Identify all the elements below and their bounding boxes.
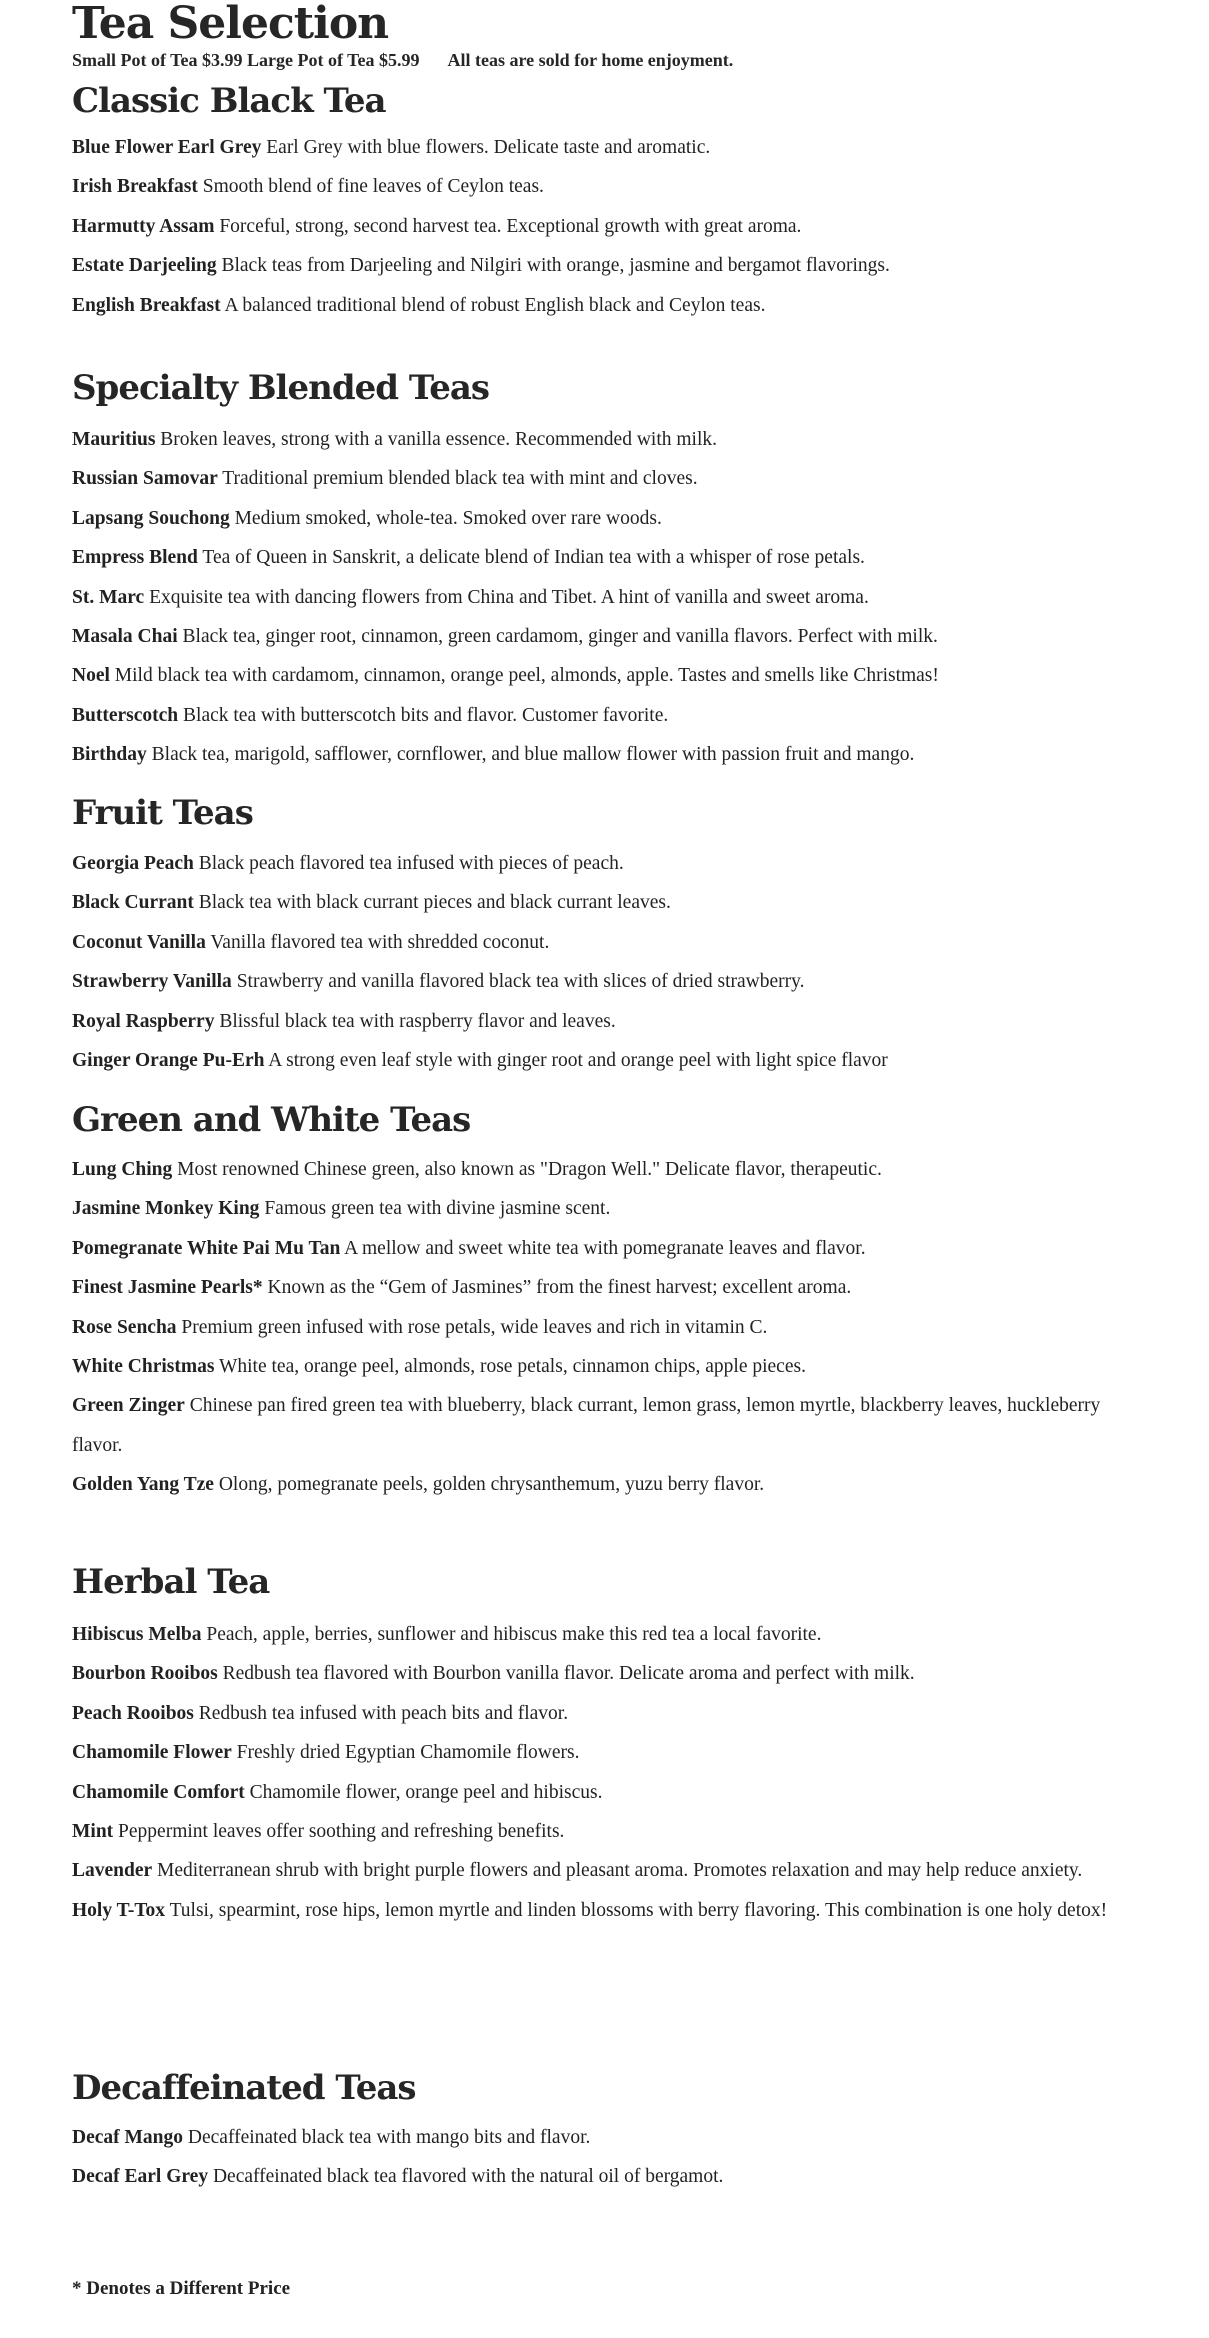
tea-name: Butterscotch [72,704,179,726]
tea-name: Empress Blend [72,547,198,569]
tea-description: Broken leaves, strong with a vanilla essence. Recommended with milk. [160,429,717,450]
tea-item [72,1465,1132,1504]
tea-item [72,1041,1132,1080]
page-title: Tea Selection [72,0,389,49]
tea-description: Medium smoked, whole-tea. Smoked over rare woods. [234,507,662,529]
price-subtitle: Small Pot of Tea $3.99 Large Pot of Tea $5.99 [72,50,420,70]
tea-description: Black tea, ginger root, cinnamon, green cardamom, ginger and vanilla flavors. Perfect with milk. [182,626,938,648]
tea-name: Rose Sencha [72,1316,177,1338]
tea-description: Black tea with black currant pieces and black currant leaves. [198,892,671,914]
tea-name: St. Marc [72,586,145,608]
tea-description: A mellow and sweet white tea with pomegranate leaves and flavor. [344,1237,866,1259]
tea-item [72,2157,1132,2196]
tea-description: Peach, apple, berries, sunflower and hibiscus make this red tea a local favorite. [206,1624,822,1645]
subtitle-line [72,48,733,72]
tea-name: Chamomile Comfort [72,1781,245,1803]
tea-item [72,128,1132,167]
tea-description: Peppermint leaves offer soothing and refreshing benefits. [118,1821,565,1843]
tea-description: Black teas from Darjeeling and Nilgiri with orange, jasmine and bergamot flavorings. [221,255,890,277]
tea-name: Bourbon Rooibos [72,1663,218,1685]
tea-name: Mauritius [72,429,156,450]
tea-item [72,883,1132,922]
tea-item [72,207,1132,246]
tea-description: Known as the “Gem of Jasmines” from the finest harvest; excellent aroma. [267,1277,852,1299]
tea-name: Pomegranate White Pai Mu Tan [72,1237,341,1259]
tea-name: Lung Ching [72,1159,173,1180]
tea-item [72,1002,1132,1041]
tea-description: Olong, pomegranate peels, golden chrysanthemum, yuzu berry flavor. [218,1474,765,1496]
tea-item [72,844,1132,883]
tea-name: Decaf Mango [72,2127,184,2148]
tea-description: Redbush tea infused with peach bits and flavor. [198,1702,569,1724]
tea-description: Strawberry and vanilla flavored black tea with slices of dried strawberry. [236,971,805,993]
tea-list [72,1150,1132,1505]
tea-description: Tea of Queen in Sanskrit, a delicate blend of Indian tea with a whisper of rose petals. [202,547,865,569]
tea-name: Peach Rooibos [72,1702,194,1724]
tea-item [72,696,1132,735]
tea-item [72,1347,1132,1386]
tea-description: A strong even leaf style with ginger root and orange peel with light spice flavor [268,1050,888,1072]
tea-name: Green Zinger [72,1395,185,1417]
tea-item [72,2118,1132,2157]
tea-name: Royal Raspberry [72,1010,215,1032]
tea-description: Black tea with butterscotch bits and flavor. Customer favorite. [183,704,669,726]
tea-name: Estate Darjeeling [72,255,217,277]
section-heading: Fruit Teas [72,793,253,833]
tea-list [72,2118,1132,2197]
section-heading: Green and White Teas [72,1100,471,1140]
tea-item [72,656,1132,695]
tea-name: Birthday [72,744,147,766]
tea-description: Black peach flavored tea infused with pieces of peach. [198,853,624,874]
tea-name: Hibiscus Melba [72,1624,202,1645]
tea-name: Lavender [72,1860,153,1882]
tea-description: Chinese pan fired green tea with blueberry, black currant, lemon grass, lemon myrtle, blackberry leaves, huckleberry flavor. [72,1395,1101,1456]
footer-note: * Denotes a Different Price [72,2278,291,2299]
section-heading: Specialty Blended Teas [72,368,490,408]
tea-name: Ginger Orange Pu-Erh [72,1050,265,1072]
section-heading: Decaffeinated Teas [72,2068,416,2108]
tea-item [72,246,1132,285]
tea-description: White tea, orange peel, almonds, rose petals, cinnamon chips, apple pieces. [218,1356,806,1378]
section-heading: Classic Black Tea [72,81,386,121]
tea-item [72,167,1132,206]
tea-description: Black tea, marigold, safflower, cornflower, and blue mallow flower with passion fruit and mango. [151,744,915,766]
tea-name: Jasmine Monkey King [72,1198,260,1220]
tea-description: Traditional premium blended black tea with mint and cloves. [222,468,698,490]
tea-item [72,1268,1132,1307]
tea-description: Mild black tea with cardamom, cinnamon, orange peel, almonds, apple. Tastes and smells like Christmas! [114,665,939,687]
tea-item [72,538,1132,577]
tea-name: Noel [72,665,110,687]
tea-name: Russian Samovar [72,468,218,490]
tea-description: Vanilla flavored tea with shredded coconut. [210,931,550,953]
tea-name: Holy T-Tox [72,1899,166,1921]
tea-description: Premium green infused with rose petals, wide leaves and rich in vitamin C. [181,1316,768,1338]
tea-description: Famous green tea with divine jasmine scent. [264,1198,611,1220]
tea-item [72,1891,1132,1930]
tea-description: Most renowned Chinese green, also known as "Dragon Well." Delicate flavor, therapeutic. [177,1159,882,1180]
tea-item [72,923,1132,962]
tea-name: Masala Chai [72,626,178,648]
tea-list [72,420,1132,775]
tea-item [72,420,1132,459]
tea-description: Tulsi, spearmint, rose hips, lemon myrtle and linden blossoms with berry flavoring. This combination is one holy detox! [169,1899,1108,1921]
tea-item [72,1386,1132,1465]
tea-description: Earl Grey with blue flowers. Delicate taste and aromatic. [266,137,711,158]
tea-item [72,1812,1132,1851]
tea-name: Irish Breakfast [72,176,198,198]
tea-item [72,735,1132,774]
tea-name: Strawberry Vanilla [72,971,232,993]
tea-name: Decaf Earl Grey [72,2166,209,2188]
tea-name: Golden Yang Tze [72,1474,214,1496]
tea-item [72,962,1132,1001]
tea-description: Decaffeinated black tea flavored with the natural oil of bergamot. [212,2166,724,2188]
tea-item [72,1773,1132,1812]
home-enjoyment-note: All teas are sold for home enjoyment. [447,50,734,70]
tea-item [72,1615,1132,1654]
tea-name: English Breakfast [72,294,221,316]
tea-list [72,1615,1132,1930]
tea-description: Forceful, strong, second harvest tea. Exceptional growth with great aroma. [219,215,802,237]
tea-item [72,1308,1132,1347]
tea-name: Chamomile Flower [72,1742,232,1764]
tea-description: Decaffeinated black tea with mango bits and flavor. [187,2127,591,2148]
tea-list [72,128,1132,325]
tea-name: Black Currant [72,892,194,914]
tea-description: Smooth blend of fine leaves of Ceylon teas. [202,176,544,198]
tea-item [72,1851,1132,1890]
tea-name: Lapsang Souchong [72,507,230,529]
tea-item [72,1694,1132,1733]
tea-name: White Christmas [72,1356,215,1378]
tea-item [72,1150,1132,1189]
tea-name: Harmutty Assam [72,215,215,237]
tea-description: Redbush tea flavored with Bourbon vanilla flavor. Delicate aroma and perfect with milk. [222,1663,915,1685]
tea-description: Blissful black tea with raspberry flavor and leaves. [219,1010,616,1032]
tea-item [72,578,1132,617]
tea-item [72,459,1132,498]
tea-item [72,286,1132,325]
tea-description: Freshly dried Egyptian Chamomile flowers. [236,1742,580,1764]
tea-name: Blue Flower Earl Grey [72,137,262,158]
tea-description: A balanced traditional blend of robust English black and Ceylon teas. [224,294,766,316]
tea-list [72,844,1132,1080]
tea-item [72,1654,1132,1693]
tea-item [72,1189,1132,1228]
tea-description: Mediterranean shrub with bright purple flowers and pleasant aroma. Promotes relaxation and may help reduce anxiety. [157,1860,1083,1882]
tea-name: Georgia Peach [72,853,194,874]
tea-item [72,617,1132,656]
tea-description: Chamomile flower, orange peel and hibiscus. [249,1781,603,1803]
tea-description: Exquisite tea with dancing flowers from China and Tibet. A hint of vanilla and sweet aroma. [149,586,869,608]
tea-item [72,1229,1132,1268]
tea-name: Coconut Vanilla [72,931,206,953]
tea-item [72,499,1132,538]
sirved-watermark: sirved [690,2190,1096,2329]
tea-name: Mint [72,1821,114,1843]
tea-item [72,1733,1132,1772]
section-heading: Herbal Tea [72,1562,270,1602]
tea-name: Finest Jasmine Pearls* [72,1277,263,1299]
